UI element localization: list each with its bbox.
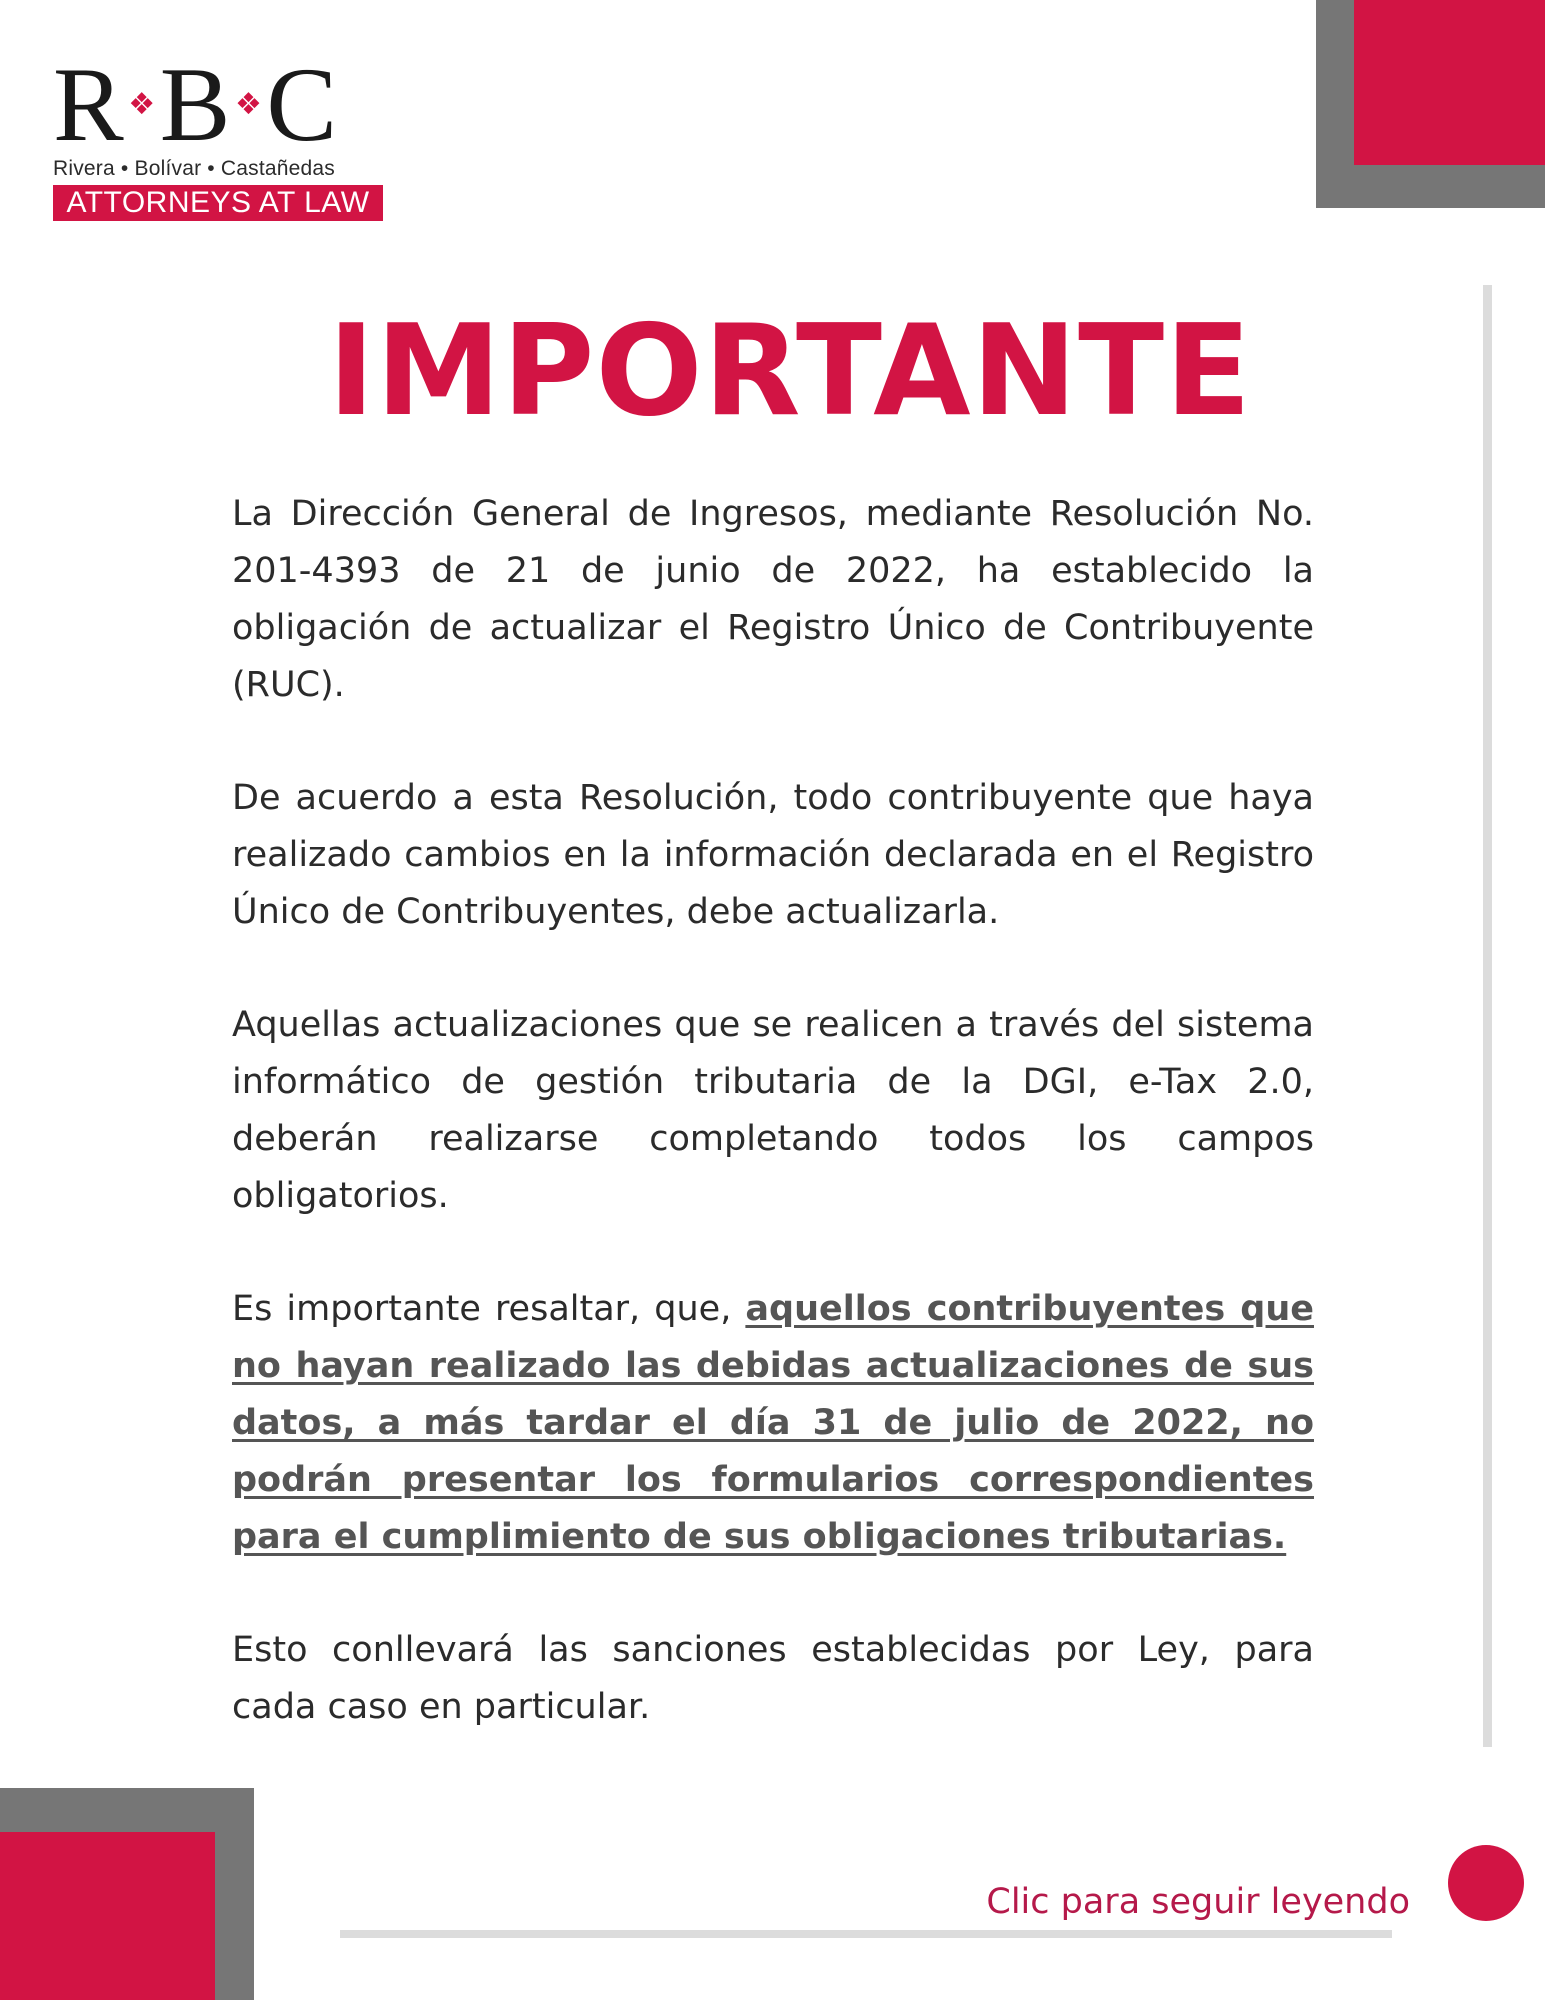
bottom-left-red-block [0,1832,215,2000]
announcement-body [232,486,1314,1792]
logo-letter-r: R [53,46,124,163]
paragraph-etax: Aquellas actualizaciones que se realicen a través del sistema informático de gestión tributaria de la DGI, e-Tax 2.0, deberán realizarse completando todos los campos obligatorios. [232,1005,1314,1216]
diamond-separator-icon: ❖ [128,87,156,122]
paragraph-resolution: La Dirección General de Ingresos, mediante Resolución No. 201-4393 de 21 de junio de 2022, ha establecido la obligación de actualizar el Registro Único de Contribuyente (RUC). [232,494,1314,705]
page-title: IMPORTANTE [327,297,1253,444]
bottom-horizontal-rule [340,1930,1392,1938]
logo-monogram [53,46,383,163]
logo-letter-b: B [159,46,231,163]
deadline-emphasis: aquellos contribuyentes que no hayan realizado las debidas actualizaciones de sus datos, a más tardar el día 31 de julio de 2022, no podrán presentar los formularios correspondientes para el cumplimiento de sus obligaciones tributarias. [232,1289,1314,1557]
continue-reading-dot-icon[interactable] [1448,1845,1524,1921]
paragraph-update-requirement: De acuerdo a esta Resolución, todo contribuyente que haya realizado cambios en la información declarada en el Registro Único de Contribuyentes, debe actualizarla. [232,778,1314,932]
right-vertical-rule [1483,285,1492,1747]
paragraph-sanctions: Esto conllevará las sanciones establecidas por Ley, para cada caso en particular. [232,1630,1314,1727]
top-right-red-block [1354,0,1545,165]
paragraph-deadline-lead: Es importante resaltar, que, [232,1289,746,1329]
paragraph-deadline [232,1281,1314,1566]
firm-logo [53,46,383,221]
logo-letter-c: C [266,46,338,163]
logo-banner: ATTORNEYS AT LAW [53,185,383,221]
continue-reading-link[interactable]: Clic para seguir leyendo [986,1882,1410,1922]
logo-partner-names: Rivera • Bolívar • Castañedas [53,157,335,180]
diamond-separator-icon: ❖ [234,87,262,122]
